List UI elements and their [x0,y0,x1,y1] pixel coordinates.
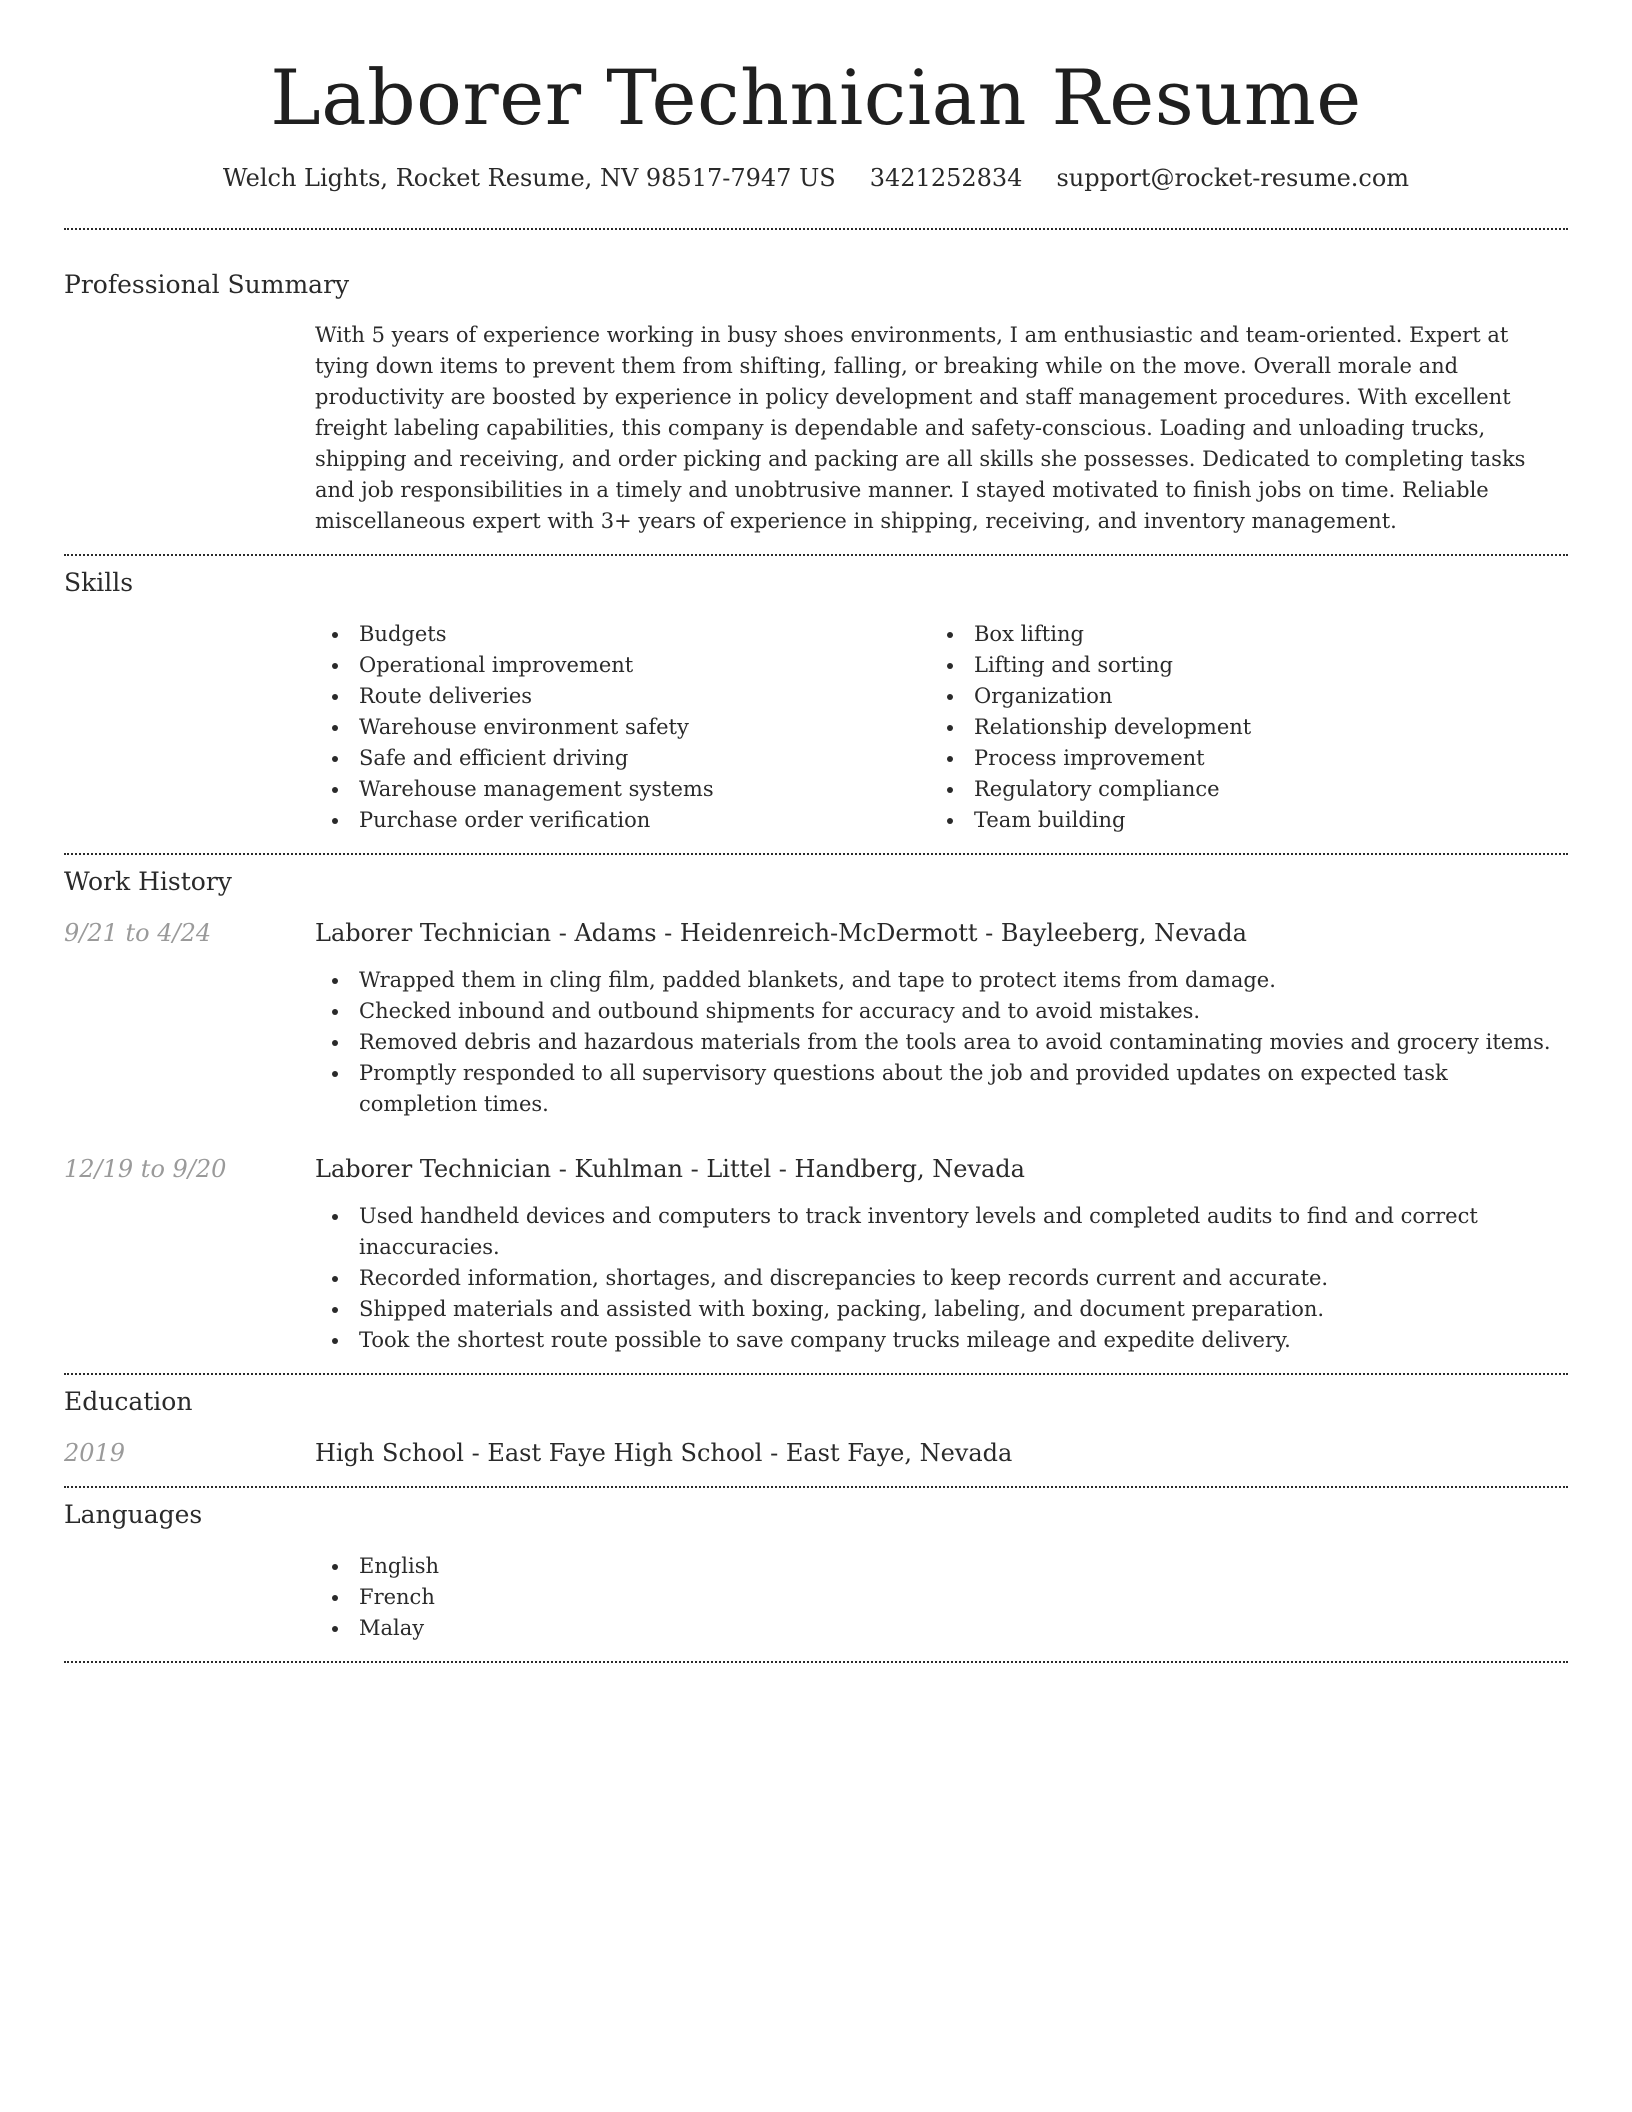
list-item [315,1582,1568,1613]
bullet-icon [947,663,953,669]
bullet-icon [332,787,338,793]
list-item [315,1551,1568,1582]
bullet-icon [947,632,953,638]
job-details [315,1153,1568,1356]
bullet-icon [947,818,953,824]
list-item [315,712,930,743]
skill-label: Process improvement [974,746,1205,771]
list-item [315,743,930,774]
job-bullet-text: Used handheld devices and computers to track inventory levels and completed audits to find and correct inaccuracies. [359,1204,1478,1260]
skill-label: Relationship development [974,715,1252,740]
list-item [315,1027,1568,1058]
list-item [930,650,1545,681]
bullet-icon [332,694,338,700]
contact-phone: 3421252834 [869,164,1023,192]
list-item [315,996,1568,1027]
section-title-skills: Skills [64,568,134,598]
job-bullet-text: Removed debris and hazardous materials from the tools area to avoid contaminating movies and grocery items. [359,1030,1551,1055]
bullet-icon [332,756,338,762]
skills-column-left [315,619,930,836]
bullet-icon [332,1040,338,1046]
job-entry [64,1153,1568,1356]
job-title: Laborer Technician - Adams - Heidenreich-McDermott - Bayleeberg, Nevada [315,919,1247,948]
section-title-summary: Professional Summary [64,270,350,300]
languages-body [315,1551,1568,1644]
skills-list-right [930,619,1545,836]
section-title-education: Education [64,1387,193,1417]
skill-label: Budgets [359,622,447,647]
contact-email: support@rocket-resume.com [1056,164,1410,192]
section-title-work: Work History [64,867,232,897]
list-item [315,1325,1568,1356]
language-label: Malay [359,1616,425,1641]
education-year: 2019 [64,1439,126,1468]
bullet-icon [332,632,338,638]
list-item [315,1294,1568,1325]
summary-section [64,230,1568,537]
list-item [930,743,1545,774]
languages-section [64,1488,1568,1644]
bullet-icon [332,1307,338,1313]
bullet-icon [332,663,338,669]
bullet-icon [947,756,953,762]
skill-label: Route deliveries [359,684,533,709]
list-item [930,619,1545,650]
job-details [315,917,1568,1120]
list-item [315,681,930,712]
skill-label: Warehouse management systems [359,777,714,802]
job-bullet-text: Recorded information, shortages, and discrepancies to keep records current and accurate. [359,1266,1329,1291]
skill-label: Lifting and sorting [974,653,1173,678]
skill-label: Safe and efficient driving [359,746,629,771]
job-bullet-text: Wrapped them in cling film, padded blankets, and tape to protect items from damage. [359,968,1276,993]
list-item [315,1263,1568,1294]
job-bullet-text: Took the shortest route possible to save company trucks mileage and expedite delivery. [359,1328,1291,1353]
education-title: High School - East Faye High School - East Faye, Nevada [315,1439,1013,1468]
contact-line [64,163,1568,194]
list-item [930,712,1545,743]
summary-body [315,320,1568,537]
bullet-icon [332,1564,338,1570]
list-item [930,805,1545,836]
bullet-icon [332,818,338,824]
list-item [315,1058,1568,1120]
contact-address: Welch Lights, Rocket Resume, NV 98517-7947 US [222,164,836,192]
bullet-icon [947,787,953,793]
section-title-languages: Languages [64,1500,203,1530]
bullet-icon [332,978,338,984]
skills-grid [315,619,1568,836]
skill-label: Purchase order verification [359,808,651,833]
bullet-icon [332,1595,338,1601]
resume-header [64,0,1568,194]
list-item [315,650,930,681]
job-dates: 12/19 to 9/20 [64,1155,227,1184]
bullet-icon [332,1009,338,1015]
list-item [315,965,1568,996]
bullet-icon [332,1071,338,1077]
list-item [930,681,1545,712]
resume-title: Laborer Technician Resume [270,53,1362,142]
bullet-icon [947,694,953,700]
work-history-section [64,855,1568,1356]
list-item [315,805,930,836]
skills-list-left [315,619,930,836]
language-label: English [359,1554,440,1579]
bullet-icon [332,725,338,731]
bullet-icon [332,1338,338,1344]
list-item [930,774,1545,805]
skill-label: Box lifting [974,622,1084,647]
skills-column-right [930,619,1545,836]
job-bullet-text: Checked inbound and outbound shipments for accuracy and to avoid mistakes. [359,999,1201,1024]
list-item [315,619,930,650]
job-bullets [315,965,1568,1120]
languages-list [315,1551,1568,1644]
bullet-icon [332,1214,338,1220]
list-item [315,1201,1568,1263]
job-entry [64,917,1568,1120]
section-divider [64,1661,1568,1663]
skill-label: Organization [974,684,1113,709]
job-bullet-text: Shipped materials and assisted with boxing, packing, labeling, and document preparation. [359,1297,1325,1322]
job-bullet-text: Promptly responded to all supervisory questions about the job and provided updates on expected task completion times. [359,1061,1448,1117]
skills-section [64,556,1568,836]
bullet-icon [332,1276,338,1282]
skill-label: Operational improvement [359,653,634,678]
summary-text: With 5 years of experience working in busy shoes environments, I am enthusiastic and team-oriented. Expert at tying down items to prevent them from shifting, falling, or breaking while on the move. Overall morale and productivity are boosted by experience in policy development and staff management procedures. With excellent freight labeling capabilities, this company is dependable and safety-conscious. Loading and unloading trucks, shipping and receiving, and order picking and packing are all skills she possesses. Dedicated to completing tasks and job responsibilities in a timely and unobtrusive manner. I stayed motivated to finish jobs on time. Reliable miscellaneous expert with 3+ years of experience in shipping, receiving, and inventory management. [315,323,1526,534]
skill-label: Regulatory compliance [974,777,1220,802]
skill-label: Warehouse environment safety [359,715,689,740]
job-dates: 9/21 to 4/24 [64,919,212,948]
bullet-icon [332,1626,338,1632]
job-bullets [315,1201,1568,1356]
language-label: French [359,1585,435,1610]
education-section [64,1375,1568,1469]
list-item [315,774,930,805]
education-details [315,1437,1568,1469]
bullet-icon [947,725,953,731]
skill-label: Team building [974,808,1126,833]
list-item [315,1613,1568,1644]
education-entry [64,1437,1568,1469]
job-title: Laborer Technician - Kuhlman - Littel - Handberg, Nevada [315,1155,1025,1184]
